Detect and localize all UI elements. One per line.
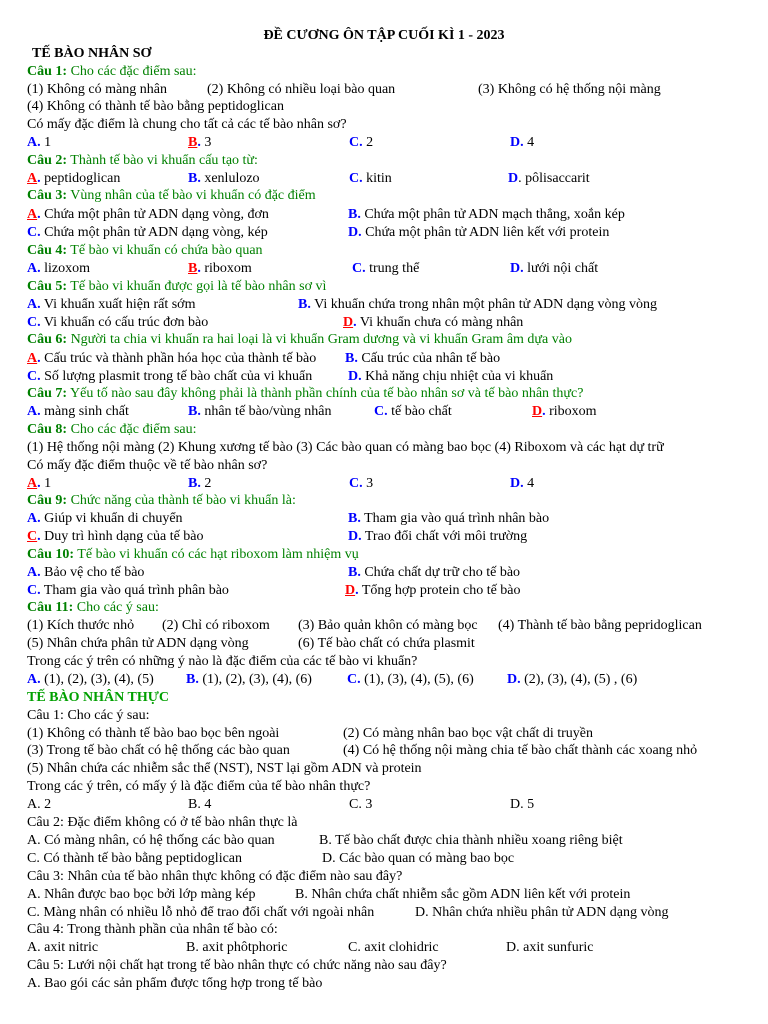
p1-statement-1: (1) Không có thành tế bào bao bọc bên ngoài — [27, 726, 280, 741]
question-8: Câu 8: Cho các đặc điểm sau: — [27, 422, 197, 437]
q2-option-d: D. pôlisaccarit — [508, 171, 590, 186]
p1-statement-2: (2) Có màng nhân bao bọc vật chất di truyền — [343, 726, 593, 741]
question-3: Câu 3: Vùng nhân của tế bào vi khuẩn có đặc điểm — [27, 188, 316, 203]
q9-option-a: A. Giúp vi khuẩn di chuyển — [27, 511, 183, 526]
q9-option-b: B. Tham gia vào quá trình nhân bào — [348, 511, 550, 526]
question-9: Câu 9: Chức năng của thành tế bào vi khuẩn là: — [27, 493, 296, 508]
q6-option-d: D. Khả năng chịu nhiệt của vi khuẩn — [348, 369, 554, 384]
section-heading-eukaryote: TẾ BÀO NHÂN THỰC — [27, 690, 169, 705]
p2-option-d: D. Các bào quan có màng bao bọc — [322, 851, 515, 866]
q7-option-d: D. riboxom — [532, 404, 597, 419]
q2-option-b: B. xenlulozo — [188, 171, 260, 186]
q10-option-b: B. Chứa chất dự trữ cho tế bào — [348, 565, 521, 580]
p4-option-a: A. axit nitric — [27, 940, 99, 955]
q3-option-c: C. Chứa một phân tử ADN dạng vòng, kép — [27, 225, 268, 240]
p4-option-b: B. axit phôtphoric — [186, 940, 288, 955]
q7-option-c: C. tế bào chất — [374, 404, 452, 419]
p1-statement-5: (5) Nhân chứa các nhiễm sắc thể (NST), NST lại gồm ADN và protein — [27, 761, 422, 776]
q11-statement-2: (2) Chỉ có riboxom — [162, 618, 270, 633]
p3-option-a: A. Nhân được bao bọc bởi lớp màng kép — [27, 887, 256, 902]
question-11: Câu 11: Cho các ý sau: — [27, 600, 159, 615]
q4-option-a: A. lizoxom — [27, 261, 91, 276]
question-1: Câu 1: Cho các đặc điểm sau: — [27, 64, 197, 79]
q8-option-c: C. 3 — [349, 476, 374, 491]
q6-option-c: C. Số lượng plasmit trong tế bào chất của vi khuẩn — [27, 369, 313, 384]
q1-statement-2: (2) Không có nhiều loại bào quan — [207, 82, 396, 97]
p5-question: Câu 5: Lưới nội chất hạt trong tế bào nhân thực có chức năng nào sau đây? — [27, 958, 447, 973]
q6-option-b: B. Cấu trúc của nhân tế bào — [345, 351, 501, 366]
q1-option-c: C. 2 — [349, 135, 374, 150]
q1-option-a: A. 1 — [27, 135, 52, 150]
q11-statement-1: (1) Kích thước nhỏ — [27, 618, 135, 633]
q4-option-c: C. trung thể — [352, 261, 420, 276]
p1-question: Câu 1: Cho các ý sau: — [27, 708, 150, 723]
question-10: Câu 10: Tế bào vi khuẩn có các hạt riboxom làm nhiệm vụ — [27, 547, 359, 562]
q3-option-a: A. Chứa một phân tử ADN dạng vòng, đơn — [27, 207, 269, 222]
q3-option-b: B. Chứa một phân tử ADN mạch thẳng, xoắn kép — [348, 207, 625, 222]
p2-option-a: A. Có màng nhân, có hệ thống các bào quan — [27, 833, 275, 848]
q8-option-a: A. 1 — [27, 476, 52, 491]
q3-option-d: D. Chứa một phân tử ADN liên kết với protein — [348, 225, 610, 240]
section-heading-prokaryote: TẾ BÀO NHÂN SƠ — [32, 46, 152, 61]
p1-statement-4: (4) Có hệ thống nội màng chia tế bào chất thành các xoang nhỏ — [343, 743, 698, 758]
q9-option-d: D. Trao đổi chất với môi trường — [348, 529, 528, 544]
p1-option-a: A. 2 — [27, 797, 52, 812]
q7-option-b: B. nhân tế bào/vùng nhân — [188, 404, 332, 419]
q8-option-d: D. 4 — [510, 476, 535, 491]
q5-option-b: B. Vi khuẩn chứa trong nhân một phân tử ADN dạng vòng vòng — [298, 297, 657, 312]
q1-option-b: B. 3 — [188, 135, 212, 150]
q9-option-c: C. Duy trì hình dạng của tế bào — [27, 529, 204, 544]
p4-option-d: D. axit sunfuric — [506, 940, 594, 955]
q11-statement-5: (5) Nhân chứa phân tử ADN dạng vòng — [27, 636, 249, 651]
q6-option-a: A. Cấu trúc và thành phần hóa học của thành tế bào — [27, 351, 317, 366]
q1-prompt: Có mấy đặc điểm là chung cho tất cả các tế bào nhân sơ? — [27, 117, 347, 132]
p3-option-d: D. Nhân chứa nhiều phân tử ADN dạng vòng — [415, 905, 669, 920]
p3-option-c: C. Màng nhân có nhiều lỗ nhỏ để trao đổi chất với ngoài nhân — [27, 905, 375, 920]
question-5: Câu 5: Tế bào vi khuẩn được gọi là tế bào nhân sơ vì — [27, 279, 327, 294]
q8-prompt: Có mấy đặc điểm thuộc về tế bào nhân sơ? — [27, 458, 268, 473]
p2-question: Câu 2: Đặc điểm không có ở tế bào nhân thực là — [27, 815, 298, 830]
q11-statement-3: (3) Bảo quản khôn có màng bọc — [298, 618, 478, 633]
q10-option-a: A. Bảo vệ cho tế bào — [27, 565, 145, 580]
p4-question: Câu 4: Trong thành phần của nhân tế bào có: — [27, 922, 278, 937]
question-7: Câu 7: Yếu tố nào sau đây không phải là thành phần chính của tế bào nhân sơ và tế bào nhân thực? — [27, 386, 584, 401]
q8-statements: (1) Hệ thống nội màng (2) Khung xương tế bào (3) Các bào quan có màng bao bọc (4) Riboxom và các hạt dự trữ — [27, 440, 664, 455]
q11-option-b: B. (1), (2), (3), (4), (6) — [186, 672, 312, 687]
p2-option-c: C. Có thành tế bào bằng peptidoglican — [27, 851, 243, 866]
q11-prompt: Trong các ý trên có những ý nào là đặc điểm của các tế bào vi khuẩn? — [27, 654, 418, 669]
q4-option-b: B. riboxom — [188, 261, 252, 276]
p1-prompt: Trong các ý trên, có mấy ý là đặc điểm của tế bào nhân thực? — [27, 779, 371, 794]
q11-option-a: A. (1), (2), (3), (4), (5) — [27, 672, 154, 687]
q10-option-c: C. Tham gia vào quá trình phân bào — [27, 583, 229, 598]
p1-option-c: C. 3 — [349, 797, 373, 812]
q10-option-d: D. Tổng hợp protein cho tế bào — [345, 583, 521, 598]
q1-statement-1: (1) Không có màng nhân — [27, 82, 167, 97]
q2-option-a: A. peptidoglican — [27, 171, 121, 186]
q8-option-b: B. 2 — [188, 476, 212, 491]
page-title: ĐỀ CƯƠNG ÔN TẬP CUỐI KÌ 1 - 2023 — [263, 28, 505, 43]
p1-option-d: D. 5 — [510, 797, 535, 812]
question-4: Câu 4: Tế bào vi khuẩn có chứa bào quan — [27, 243, 263, 258]
q2-option-c: C. kitin — [349, 171, 392, 186]
p3-question: Câu 3: Nhân của tế bào nhân thực không có đặc điểm nào sau đây? — [27, 869, 403, 884]
q11-option-c: C. (1), (3), (4), (5), (6) — [347, 672, 474, 687]
p1-option-b: B. 4 — [188, 797, 212, 812]
p5-option-a: A. Bao gói các sản phẩm được tổng hợp trong tế bào — [27, 976, 323, 991]
q5-option-a: A. Vi khuẩn xuất hiện rất sớm — [27, 297, 196, 312]
p2-option-b: B. Tế bào chất được chia thành nhiều xoang riêng biệt — [319, 833, 623, 848]
p1-statement-3: (3) Trong tế bào chất có hệ thống các bào quan — [27, 743, 290, 758]
q1-option-d: D. 4 — [510, 135, 535, 150]
p3-option-b: B. Nhân chứa chất nhiễm sắc gồm ADN liên kết với protein — [295, 887, 631, 902]
q1-statement-4: (4) Không có thành tế bào bằng peptidoglican — [27, 99, 284, 114]
q11-statement-6: (6) Tế bào chất có chứa plasmit — [298, 636, 475, 651]
p4-option-c: C. axit clohidric — [348, 940, 439, 955]
q11-option-d: D. (2), (3), (4), (5) , (6) — [507, 672, 638, 687]
q5-option-c: C. Vi khuẩn có cấu trúc đơn bào — [27, 315, 209, 330]
question-6: Câu 6: Người ta chia vi khuẩn ra hai loại là vi khuẩn Gram dương và vi khuẩn Gram âm dựa vào — [27, 332, 572, 347]
q4-option-d: D. lưới nội chất — [510, 261, 599, 276]
q11-statement-4: (4) Thành tế bào bằng pepridoglican — [498, 618, 702, 633]
q5-option-d: D. Vi khuẩn chưa có màng nhân — [343, 315, 524, 330]
question-2: Câu 2: Thành tế bào vi khuẩn cấu tạo từ: — [27, 153, 258, 168]
q7-option-a: A. màng sinh chất — [27, 404, 129, 419]
q1-statement-3: (3) Không có hệ thống nội màng — [478, 82, 661, 97]
